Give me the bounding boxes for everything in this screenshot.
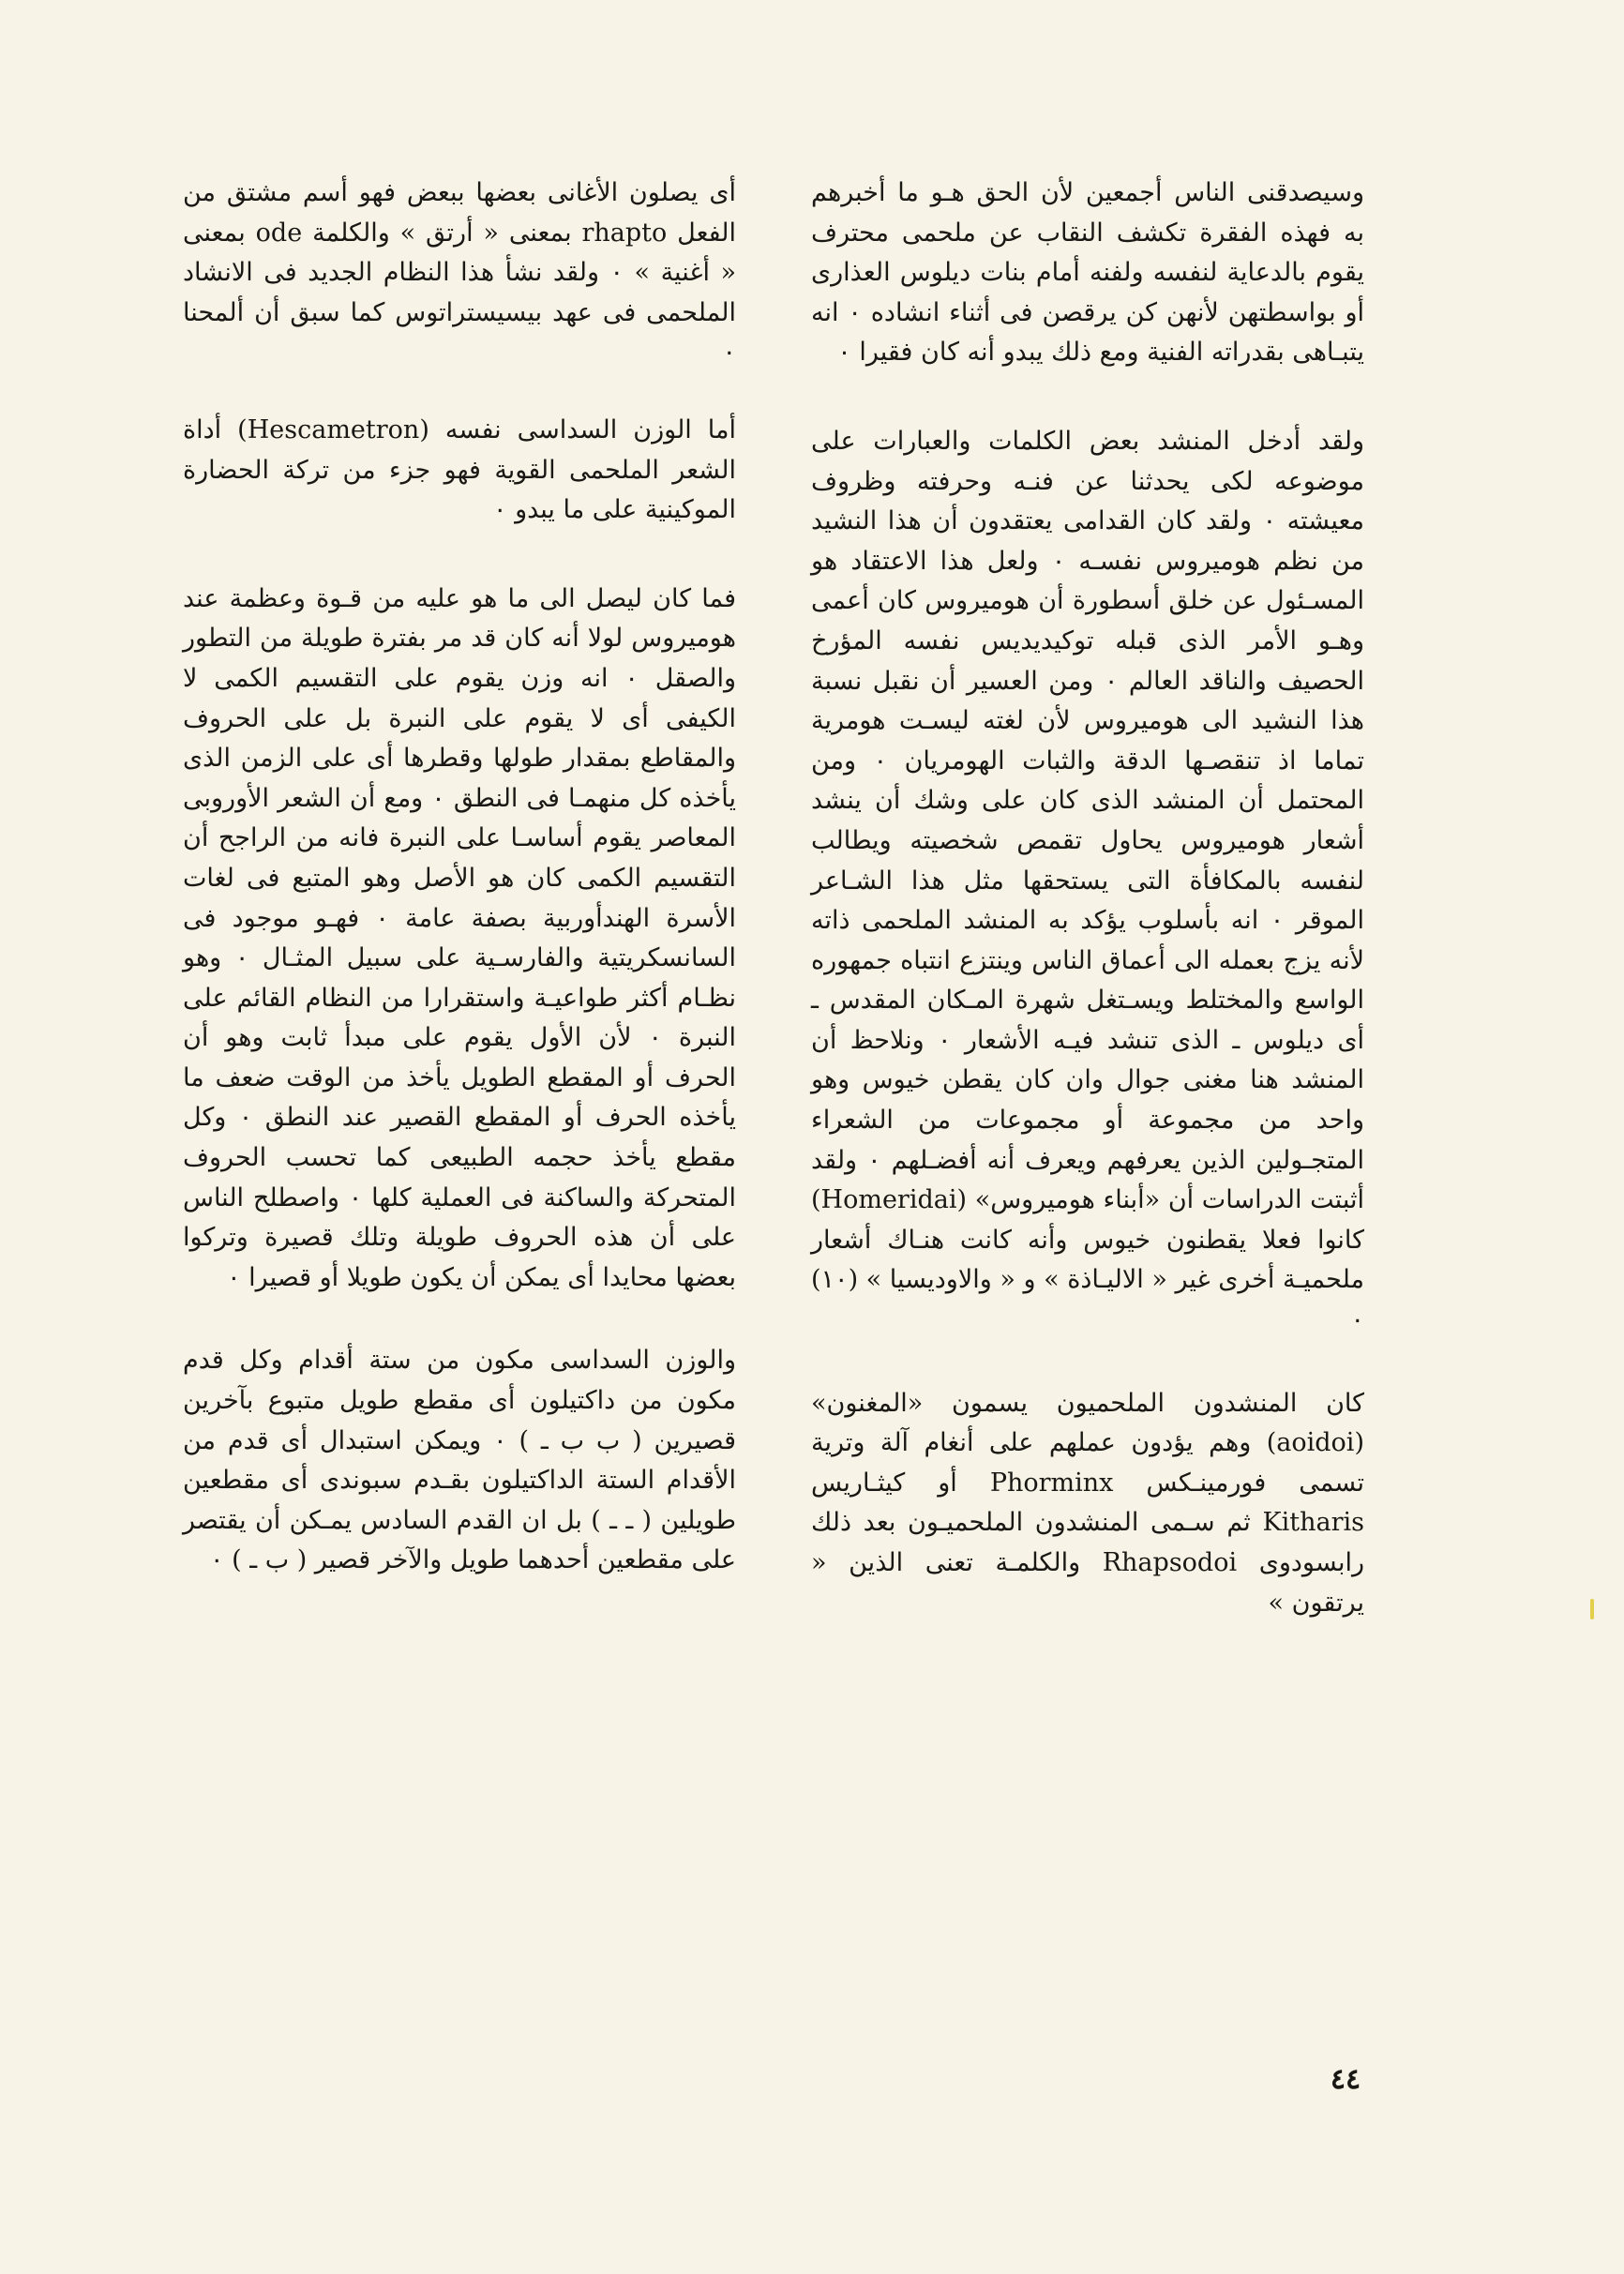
paragraph-spacer <box>811 1341 1364 1384</box>
margin-mark <box>1590 1599 1594 1619</box>
paragraph-spacer <box>811 373 1364 422</box>
paragraph: والوزن السداسى مكون من ستة أقدام وكل قدم مكون من داكتيلون أى مقطع طويل متبوع بآخرين قصيرين ( ب ب ـ ) ٠ ويمكن استبدال أى قدم من الأقدام الستة الداكتيلون بقـدم سبوندى أى مقطعين طويلين ( ـ ـ ) بل ان القدم السادس يمـكن أن يقتصر على مقطعين أحدهما طويل والآخر قصير ( ب ـ ) ٠ <box>183 1346 736 1575</box>
paragraph: وسيصدقنى الناس أجمعين لأن الحق هـو ما أخبرهم به فهذه الفقرة تكشف النقاب عن ملحمى محترف يقوم بالدعاية لنفسه ولفنه أمام بنات ديلوس العذارى أو بواسطتهن لأنهن كن يرقصن فى أثناء انشاده ٠ انه يتبـاهى بقدراته الفنية ومع ذلك يبدو أنه كان فقيرا ٠ <box>811 178 1365 368</box>
right-text-column <box>811 173 1364 1623</box>
paragraph: أى يصلون الأغانى بعضها ببعض فهو أسم مشتق من الفعل rhapto بمعنى « أرتق » والكلمة ode بمعنى « أغنية » ٠ ولقد نشأ هذا النظام الجديد فى الانشاد الملحمى فى عهد بيسيستراتوس كما سبق أن ألمحنا ٠ <box>183 178 737 368</box>
left-text-column <box>183 173 736 1581</box>
paragraph-spacer <box>183 531 736 580</box>
page-number: ٤٤ <box>1330 2063 1361 2096</box>
paragraph: ولقد أدخل المنشد بعض الكلمات والعبارات على موضوعه لكى يحدثنا عن فنـه وحرفته وظروف معيشته ٠ ولقد كان القدامى يعتقدون أن هذا النشيد من نظم هوميروس نفسـه ٠ ولعل هذا الاعتقاد هو المسـئول عن خلق أسطورة أن هوميروس كان أعمى وهـو الأمر الذى قبله توكيديديس نفسه المؤرخ الحصيف والناقد العالم ٠ ومن العسير أن نقبل نسبة هذا النشيد الى هوميروس لأن لغته ليسـت هومرية تماما اذ تنقصـها الدقة والثبات الهومريان ٠ ومن المحتمل أن المنشد الذى كان على وشك أن ينشد أشعار هوميروس يحاول تقمص شخصيته ويطالب لنفسه بالمكافأة التى يستحقها مثل هذا الشـاعر الموقر ٠ انه بأسلوب يؤكد به المنشد الملحمى ذاته لأنه يزج بعمله الى أعماق الناس وينتزع انتباه جمهوره الواسع والمختلط ويسـتغل شهرة المـكان المقدس ـ أى ديلوس ـ الذى تنشد فيـه الأشعار ٠ ونلاحظ أن المنشد هنا مغنى جوال وان كان يقطن خيوس وهو واحد من مجموعة أو مجموعات من الشعراء المتجـولين الذين يعرفهم ويعرف أنه أفضـلهم ٠ ولقد أثبتت الدراسات أن «أبناء هوميروس» (Homeridai) كانوا فعلا يقطنون خيوس وأنه كانت هنـاك أشعار ملحميـة أخرى غير « الاليـاذة » و « والاوديسيا » (١٠) ٠ <box>811 426 1365 1335</box>
paragraph: كان المنشدون الملحميون يسمون «المغنون» (aoidoi) وهم يؤدون عملهم على أنغام آلة وترية تسمى فورمينـكس Phorminx أو كيثـاريس Kitharis ثم سـمى المنشدون الملحميـون بعد ذلك رابسودوى Rhapsodoi والكلمـة تعنى الذين « يرتقون » <box>811 1388 1365 1618</box>
paragraph: فما كان ليصل الى ما هو عليه من قـوة وعظمة عند هوميروس لولا أنه كان قد مر بفترة طويلة من التطور والصقل ٠ انه وزن يقوم على التقسيم الكمى لا الكيفى أى لا يقوم على النبرة بل على الحروف والمقاطع بمقدار طولها وقطرها أى على الزمن الذى يأخذه كل منهمـا فى النطق ٠ ومع أن الشعر الأوروبى المعاصر يقوم أساسـا على النبرة فانه من الراجح أن التقسيم الكمى كان هو الأصل وهو المتبع فى لغات الأسرة الهندأوربية بصفة عامة ٠ فهـو موجود فى السانسكريتية والفارسـية على سبيل المثـال ٠ وهو نظـام أكثر طواعيـة واستقرارا من النظام القائم على النبرة ٠ لأن الأول يقوم على مبدأ ثابت وهو أن الحرف أو المقطع الطويل يأخذ من الوقت ضعف ما يأخذه الحرف أو المقطع القصير عند النطق ٠ وكل مقطع يأخذ حجمه الطبيعى كما تحسب الحروف المتحركة والساكنة فى العملية كلها ٠ واصطلح الناس على أن هذه الحروف طويلة وتلك قصيرة وتركوا بعضها محايدا أى يمكن أن يكون طويلا أو قصيرا ٠ <box>183 583 737 1292</box>
paragraph: أما الوزن السداسى نفسه (Hescametron) أداة الشعر الملحمى القوية فهو جزء من تركة الحضارة الموكينية على ما يبدو ٠ <box>183 414 737 525</box>
paragraph-spacer <box>183 373 736 411</box>
paragraph-spacer <box>183 1298 736 1341</box>
